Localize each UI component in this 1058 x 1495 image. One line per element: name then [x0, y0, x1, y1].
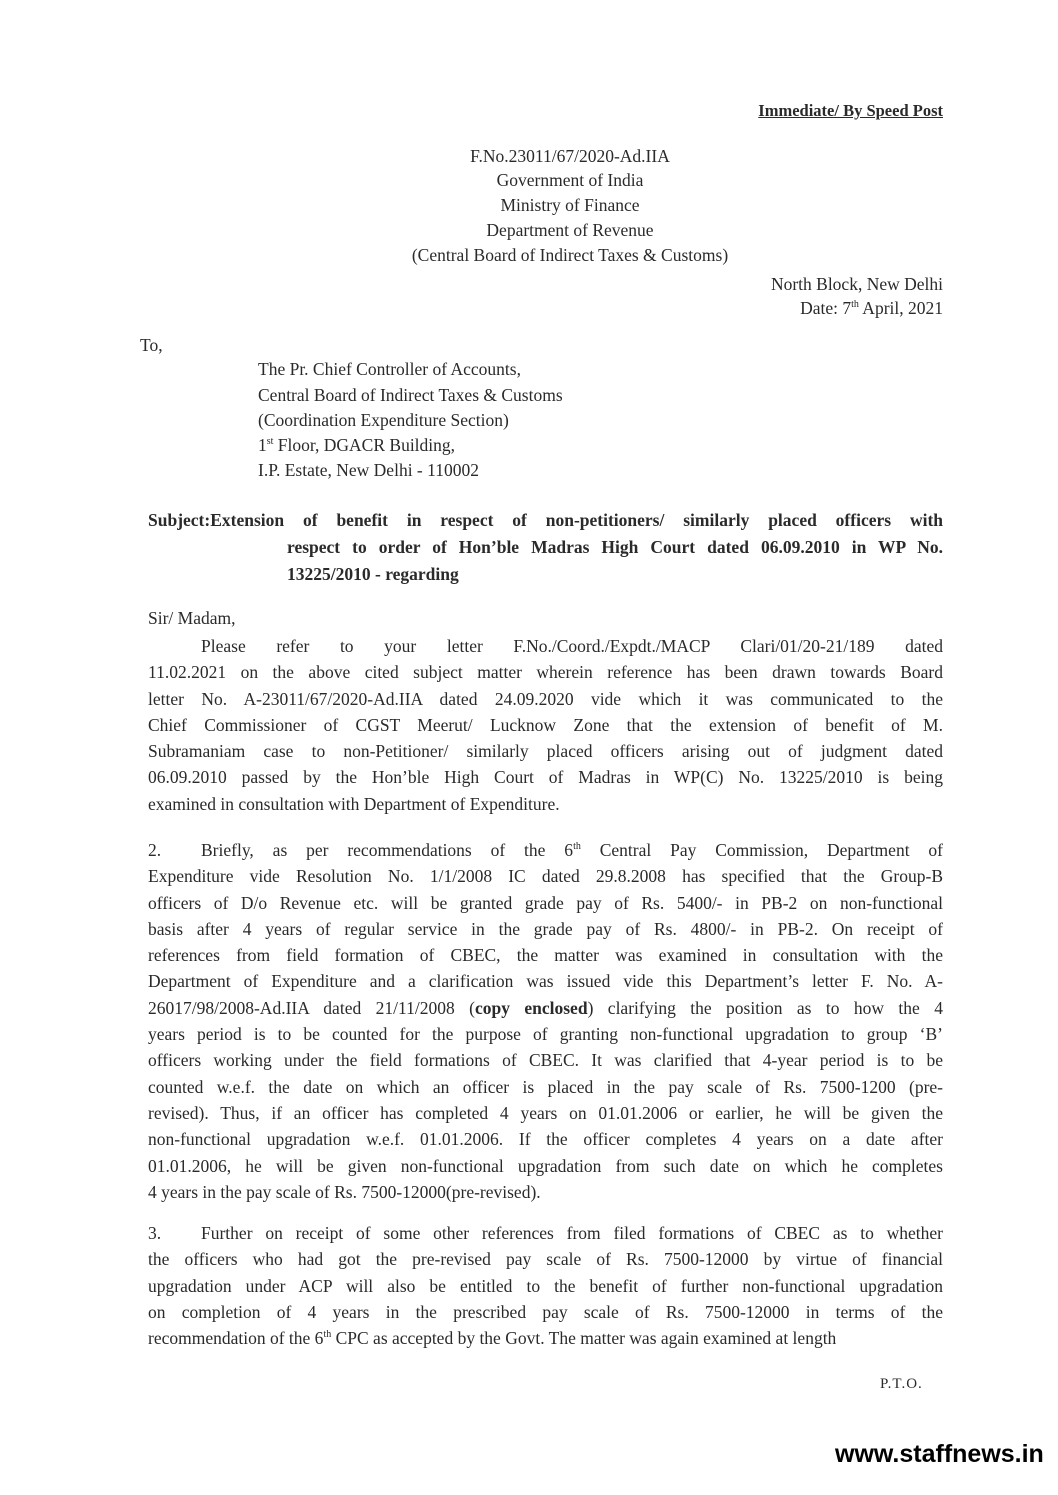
paragraph-3 — [148, 1220, 943, 1351]
line-text: Chief Commissioner of CGST Meerut/ Lucknow Zone that the extension of benefit of M. — [148, 714, 943, 735]
line-text: upgradation under ACP will also be entitled to the benefit of further non-functional upgradation — [148, 1275, 943, 1296]
paragraph-line — [148, 1126, 943, 1152]
line-text: Expenditure vide Resolution No. 1/1/2008 IC dated 29.8.2008 has specified that the Group-B — [148, 866, 943, 887]
salutation: Sir/ Madam, — [148, 608, 236, 628]
line-text: 4 years in the pay scale of Rs. 7500-12000(pre-revised). — [148, 1181, 541, 1202]
org-line-board: (Central Board of Indirect Taxes & Customs) — [411, 245, 729, 265]
addressee-line: Central Board of Indirect Taxes & Customs — [258, 385, 563, 405]
addressee-floor — [258, 435, 455, 456]
ordinal-suffix: th — [323, 1329, 332, 1341]
paragraph-line — [148, 791, 943, 817]
paragraph-line — [148, 968, 943, 994]
line-text: officers working under the field formations of CBEC. It was clarified that 4-year period is to be — [148, 1050, 943, 1071]
paragraph-line — [148, 633, 943, 659]
paragraph-line — [148, 863, 943, 889]
paragraph-line — [148, 1273, 943, 1299]
priority-marking: Immediate/ By Speed Post — [758, 101, 943, 120]
line-text: CPC as accepted by the Govt. The matter was again examined at length — [331, 1328, 837, 1349]
paragraph-line — [148, 764, 943, 790]
paragraph-2 — [148, 837, 943, 1205]
floor-number: 1 — [258, 435, 267, 455]
line-text: non-functional upgradation w.e.f. 01.01.2006. If the officer completes 4 years on a date after — [148, 1129, 943, 1150]
paragraph-line — [148, 1246, 943, 1272]
paragraph-1 — [148, 633, 943, 817]
line-text: ) clarifying the position as to how the 4 — [587, 997, 943, 1018]
paragraph-line — [148, 1299, 943, 1325]
line-text: Further on receipt of some other references from filed formations of CBEC as to whether — [201, 1223, 943, 1243]
subject-line: respect to order of Hon’ble Madras High Court dated 06.09.2010 in WP No. — [287, 537, 943, 557]
paragraph-line — [148, 1179, 943, 1205]
date-month-year: April, 2021 — [858, 298, 943, 318]
paragraph-line — [148, 1220, 943, 1246]
line-text: on completion of 4 years in the prescribed pay scale of Rs. 7500-12000 in terms of the — [148, 1301, 943, 1322]
paragraph-line — [148, 890, 943, 916]
paragraph-line — [148, 686, 943, 712]
line-text: Central Pay Commission, Department of — [580, 840, 943, 860]
line-text: the officers who had got the pre-revised pay scale of Rs. 7500-12000 by virtue of financial — [148, 1249, 943, 1270]
line-text: Briefly, as per recommendations of the 6 — [201, 840, 574, 860]
date-day: Date: 7 — [800, 298, 852, 318]
to-label: To, — [140, 335, 163, 355]
line-text: basis after 4 years of regular service in the grade pay of Rs. 4800/- in PB-2. On receipt of — [148, 918, 943, 939]
addressee-line: I.P. Estate, New Delhi - 110002 — [258, 460, 479, 480]
paragraph-line — [148, 995, 943, 1021]
subject-line: 13225/2010 - regarding — [287, 564, 459, 584]
paragraph-line — [148, 1047, 943, 1073]
paragraph-line — [148, 1074, 943, 1100]
floor-building: Floor, DGACR Building, — [273, 435, 456, 455]
letter-date — [800, 298, 943, 319]
line-text: 26017/98/2008-Ad.IIA dated 21/11/2008 ( — [148, 997, 475, 1018]
subject — [148, 507, 943, 588]
line-text: letter No. A-23011/67/2020-Ad.IIA dated 24.09.2020 vide which it was communicated to the — [148, 688, 943, 709]
org-line-department: Department of Revenue — [486, 220, 654, 240]
paragraph-line — [148, 712, 943, 738]
addressee-line: (Coordination Expenditure Section) — [258, 410, 509, 430]
line-text: years period is to be counted for the purpose of granting non-functional upgradation to group ‘B’ — [148, 1024, 943, 1045]
paragraph-line — [148, 942, 943, 968]
paragraph-number: 3. — [148, 1223, 162, 1243]
addressee-line: The Pr. Chief Controller of Accounts, — [258, 359, 521, 379]
paragraph-line — [148, 837, 943, 863]
paragraph-line — [148, 659, 943, 685]
line-text: recommendation of the 6 — [148, 1328, 324, 1349]
floor-suffix: st — [266, 436, 274, 448]
line-text: Please refer to your letter F.No./Coord./Expdt./MACP Clari/01/20-21/189 dated — [201, 636, 943, 656]
date-suffix: th — [851, 299, 859, 311]
ordinal-suffix: th — [573, 841, 581, 853]
line-text: 06.09.2010 passed by the Hon’ble High Court of Madras in WP(C) No. 13225/2010 is being — [148, 767, 943, 788]
paragraph-line — [148, 1325, 943, 1351]
org-line-ministry: Ministry of Finance — [500, 195, 640, 215]
place: North Block, New Delhi — [770, 274, 943, 294]
paragraph-number: 2. — [148, 840, 162, 860]
paragraph-line — [148, 738, 943, 764]
line-text: officers of D/o Revenue etc. will be granted grade pay of Rs. 5400/- in PB-2 on non-functional — [148, 892, 943, 913]
subject-line: Subject:Extension of benefit in respect of non-petitioners/ similarly placed officers with — [148, 510, 943, 530]
line-text: Subramaniam case to non-Petitioner/ similarly placed officers arising out of judgment dated — [148, 741, 943, 762]
line-text: 01.01.2006, he will be given non-functional upgradation from such date on which he completes — [148, 1155, 943, 1176]
line-text: revised). Thus, if an officer has completed 4 years on 01.01.2006 or earlier, he will be given the — [148, 1102, 943, 1123]
paragraph-line — [148, 1153, 943, 1179]
bold-text: copy enclosed — [474, 997, 588, 1018]
line-text: 11.02.2021 on the above cited subject matter wherein reference has been drawn towards Board — [148, 662, 943, 683]
line-text: Department of Expenditure and a clarification was issued vide this Department’s letter F. No. A- — [148, 971, 943, 992]
watermark-url: www.staffnews.in — [835, 1440, 1044, 1468]
line-text: counted w.e.f. the date on which an officer is placed in the pay scale of Rs. 7500-1200 (pre- — [148, 1076, 943, 1097]
line-text: examined in consultation with Department of Expenditure. — [148, 793, 560, 814]
file-number: F.No.23011/67/2020-Ad.IIA — [470, 146, 670, 166]
please-turn-over: P.T.O. — [880, 1376, 923, 1392]
paragraph-line — [148, 1100, 943, 1126]
paragraph-line — [148, 1021, 943, 1047]
paragraph-line — [148, 916, 943, 942]
line-text: references from field formation of CBEC, the matter was examined in consultation with the — [148, 945, 943, 966]
org-line-government: Government of India — [496, 170, 644, 190]
